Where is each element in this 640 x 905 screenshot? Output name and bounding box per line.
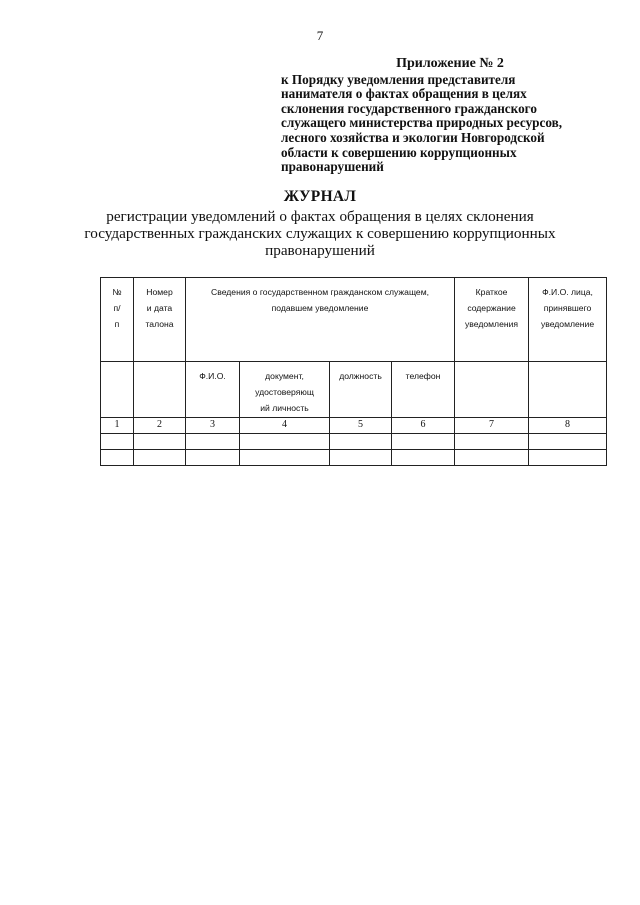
journal-subtitle-line: государственных гражданских служащих к совершению коррупционных [84,225,556,242]
header-text: уведомления [465,319,519,329]
subheader-fio [186,362,240,418]
header-receiver [529,278,607,362]
table-cell [134,434,186,450]
column-number: 7 [455,418,529,434]
header-text: Ф.И.О. лица, [542,287,593,297]
subheader-phone [392,362,455,418]
table-cell [240,450,330,466]
appendix-line: склонения государственного гражданского [281,100,537,116]
empty-cell [529,362,607,418]
column-number: 1 [101,418,134,434]
appendix-line: к Порядку уведомления представителя [281,71,516,87]
subheader-text: Ф.И.О. [199,371,226,381]
header-text: п [114,319,120,329]
table-header-row [101,278,607,362]
table-cell [529,450,607,466]
header-text: Номер [146,287,173,297]
table-row [101,450,607,466]
subheader-text: ий личность [260,403,309,413]
table-row [101,434,607,450]
registration-journal-table [100,277,607,466]
column-number: 4 [240,418,330,434]
empty-cell [101,362,134,418]
appendix-block [281,57,611,175]
appendix-line: правонарушений [281,159,384,175]
header-servant-info [186,278,455,362]
header-text: содержание [467,303,516,313]
subheader-document [240,362,330,418]
table-cell [330,434,392,450]
table-cell [455,434,529,450]
table-cell [101,434,134,450]
table-cell [240,434,330,450]
table-cell [134,450,186,466]
table-cell [529,434,607,450]
column-number: 6 [392,418,455,434]
header-summary [455,278,529,362]
subheader-text: документ, [265,371,304,381]
journal-title: ЖУРНАЛ [283,188,357,205]
journal-subtitle-line: регистрации уведомлений о фактах обращения в целях склонения [106,208,534,225]
table-cell [455,450,529,466]
appendix-line: нанимателя о фактах обращения в целях [281,86,527,102]
appendix-line: лесного хозяйства и экологии Новгородской [281,129,545,145]
header-text: Сведения о государственном гражданском служащем, [211,287,429,297]
table-subheader-row [101,362,607,418]
appendix-line: области к совершению коррупционных [281,144,517,160]
header-talon [134,278,186,362]
subheader-position [330,362,392,418]
column-number-row [101,418,607,434]
column-number: 8 [529,418,607,434]
table-cell [186,434,240,450]
table-cell [101,450,134,466]
empty-cell [455,362,529,418]
header-text: уведомление [540,319,595,329]
empty-cell [134,362,186,418]
table-cell [330,450,392,466]
header-text: и дата [146,303,173,313]
header-text: талона [145,319,174,329]
table-cell [392,434,455,450]
column-number: 2 [134,418,186,434]
header-text: подавшем уведомление [271,303,369,313]
appendix-title: Приложение № 2 [396,56,504,71]
header-text: принявшего [543,303,592,313]
subheader-text: должность [339,371,382,381]
header-text: Краткое [475,287,508,297]
header-number [101,278,134,362]
header-text: п/ [113,303,121,313]
subheader-text: удостоверяющ [255,387,314,397]
table-cell [186,450,240,466]
header-text: № [112,287,122,297]
appendix-line: служащего министерства природных ресурсов, [281,115,563,131]
journal-subtitle [60,208,580,259]
page-number: 7 [316,28,324,43]
column-number: 3 [186,418,240,434]
subheader-text: телефон [405,371,441,381]
table-cell [392,450,455,466]
column-number: 5 [330,418,392,434]
journal-subtitle-line: правонарушений [265,242,375,259]
